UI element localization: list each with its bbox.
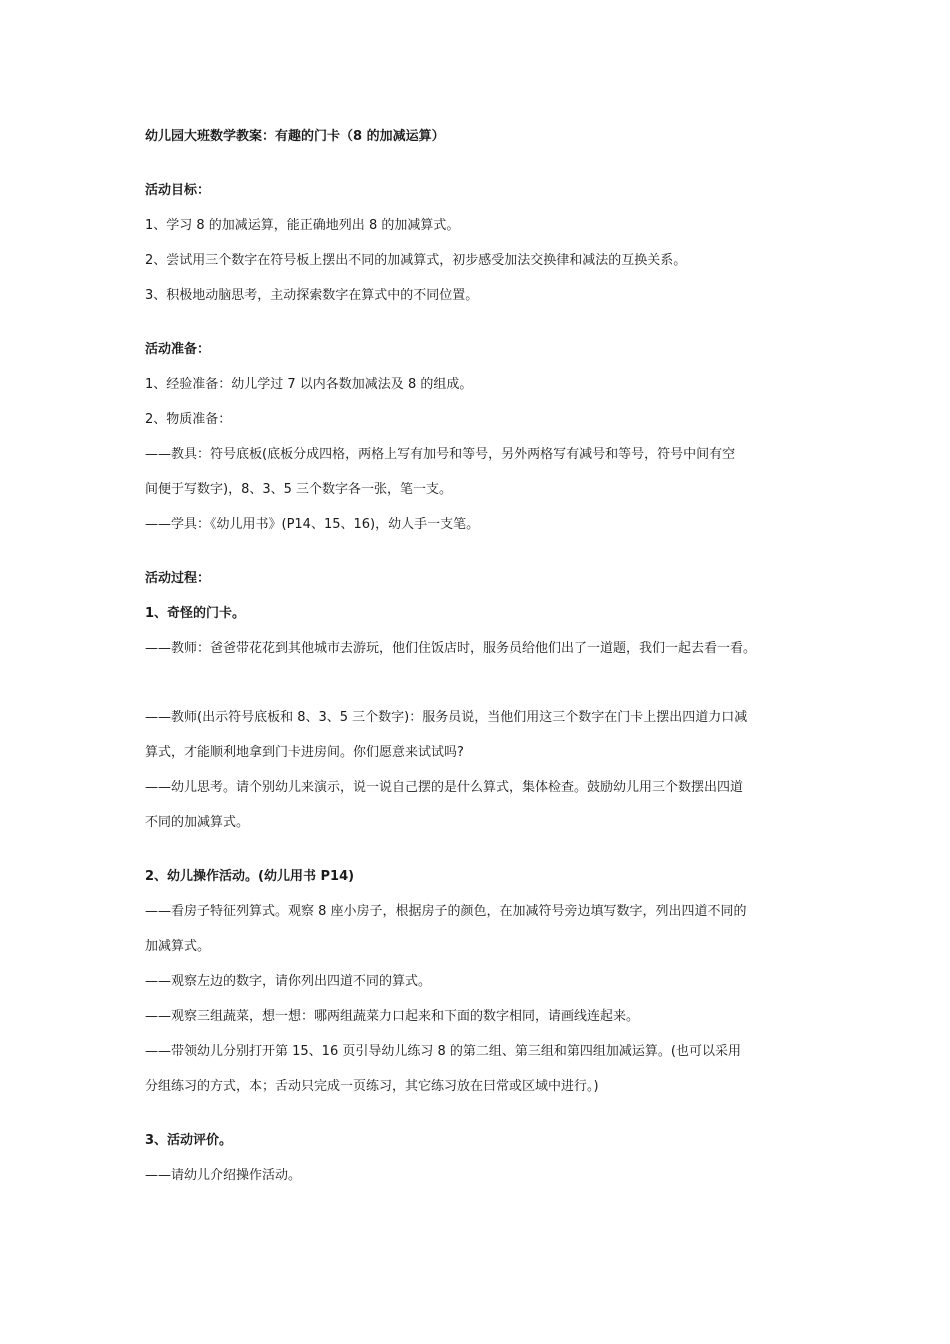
section-2-line: 加减算式。 (145, 939, 211, 954)
prep-line: ——教具：符号底板(底板分成四格，两格上写有加号和等号，另外两格写有减号和等号，符号中间有空 (145, 447, 736, 462)
prep-line: ——学具：《幼儿用书》(P14、15、16)，幼人手一支笔。 (145, 517, 480, 532)
section-2-line: 分组练习的方式，本；舌动只完成一页练习，其它练习放在曰常或区域中进行。) (145, 1079, 599, 1094)
goal-item: 1、学习 8 的加减运算，能正确地列出 8 的加减算式。 (145, 218, 460, 233)
prep-heading: 活动准备： (145, 342, 211, 357)
section-3-line: ——请幼儿介绍操作活动。 (145, 1168, 302, 1183)
process-heading: 活动过程： (145, 571, 211, 586)
section-1-title: 1、奇怪的门卡。 (145, 606, 246, 621)
section-3-title: 3、活动评价。 (145, 1133, 233, 1148)
section-1-line: 不同的加减算式。 (145, 815, 250, 830)
doc-title: 幼儿园大班数学教案：有趣的门卡（8 的加减运算） (145, 129, 445, 144)
section-2-line: ——看房子特征列算式。观察 8 座小房子，根据房子的颜色，在加减符号旁边填写数字，列出四道不同的 (145, 904, 747, 919)
section-2-line: ——观察左边的数字，请你列出四道不同的算式。 (145, 974, 432, 989)
prep-line: 2、物质准备： (145, 412, 232, 427)
goal-item: 3、积极地动脑思考，主动探索数字在算式中的不同位置。 (145, 288, 479, 303)
section-2-line: ——带领幼儿分别打开第 15、16 页引导幼儿练习 8 的第二组、第三组和第四组加减运算。(也可以采用 (145, 1044, 741, 1059)
prep-line: 间便于写数字)，8、3、5 三个数字各一张，笔一支。 (145, 482, 453, 497)
section-2-line: ——观察三组蔬菜，想一想：哪两组蔬菜力口起来和下面的数字相同，请画线连起来。 (145, 1009, 640, 1024)
goals-heading: 活动目标： (145, 183, 211, 198)
section-1-line: ——幼儿思考。请个别幼儿来演示，说一说自己摆的是什么算式，集体检查。鼓励幼儿用三个数摆出四道 (145, 780, 744, 795)
section-1-line: ——教师(出示符号底板和 8、3、5 三个数字)：服务员说，当他们用这三个数字在门卡上摆出四道力口减 (145, 710, 748, 725)
section-2-title: 2、幼儿操作活动。(幼儿用书 P14) (145, 869, 355, 884)
goal-item: 2、尝试用三个数字在符号板上摆出不同的加减算式，初步感受加法交换律和减法的互换关系。 (145, 253, 687, 268)
section-1-line: 算式，才能顺利地拿到门卡进房间。你们愿意来试试吗? (145, 745, 464, 760)
section-1-line: ——教师：爸爸带花花到其他城市去游玩，他们住饭店时，服务员给他们出了一道题，我们一起去看一看。 (145, 641, 757, 656)
prep-line: 1、经验准备：幼儿学过 7 以内各数加减法及 8 的组成。 (145, 377, 473, 392)
